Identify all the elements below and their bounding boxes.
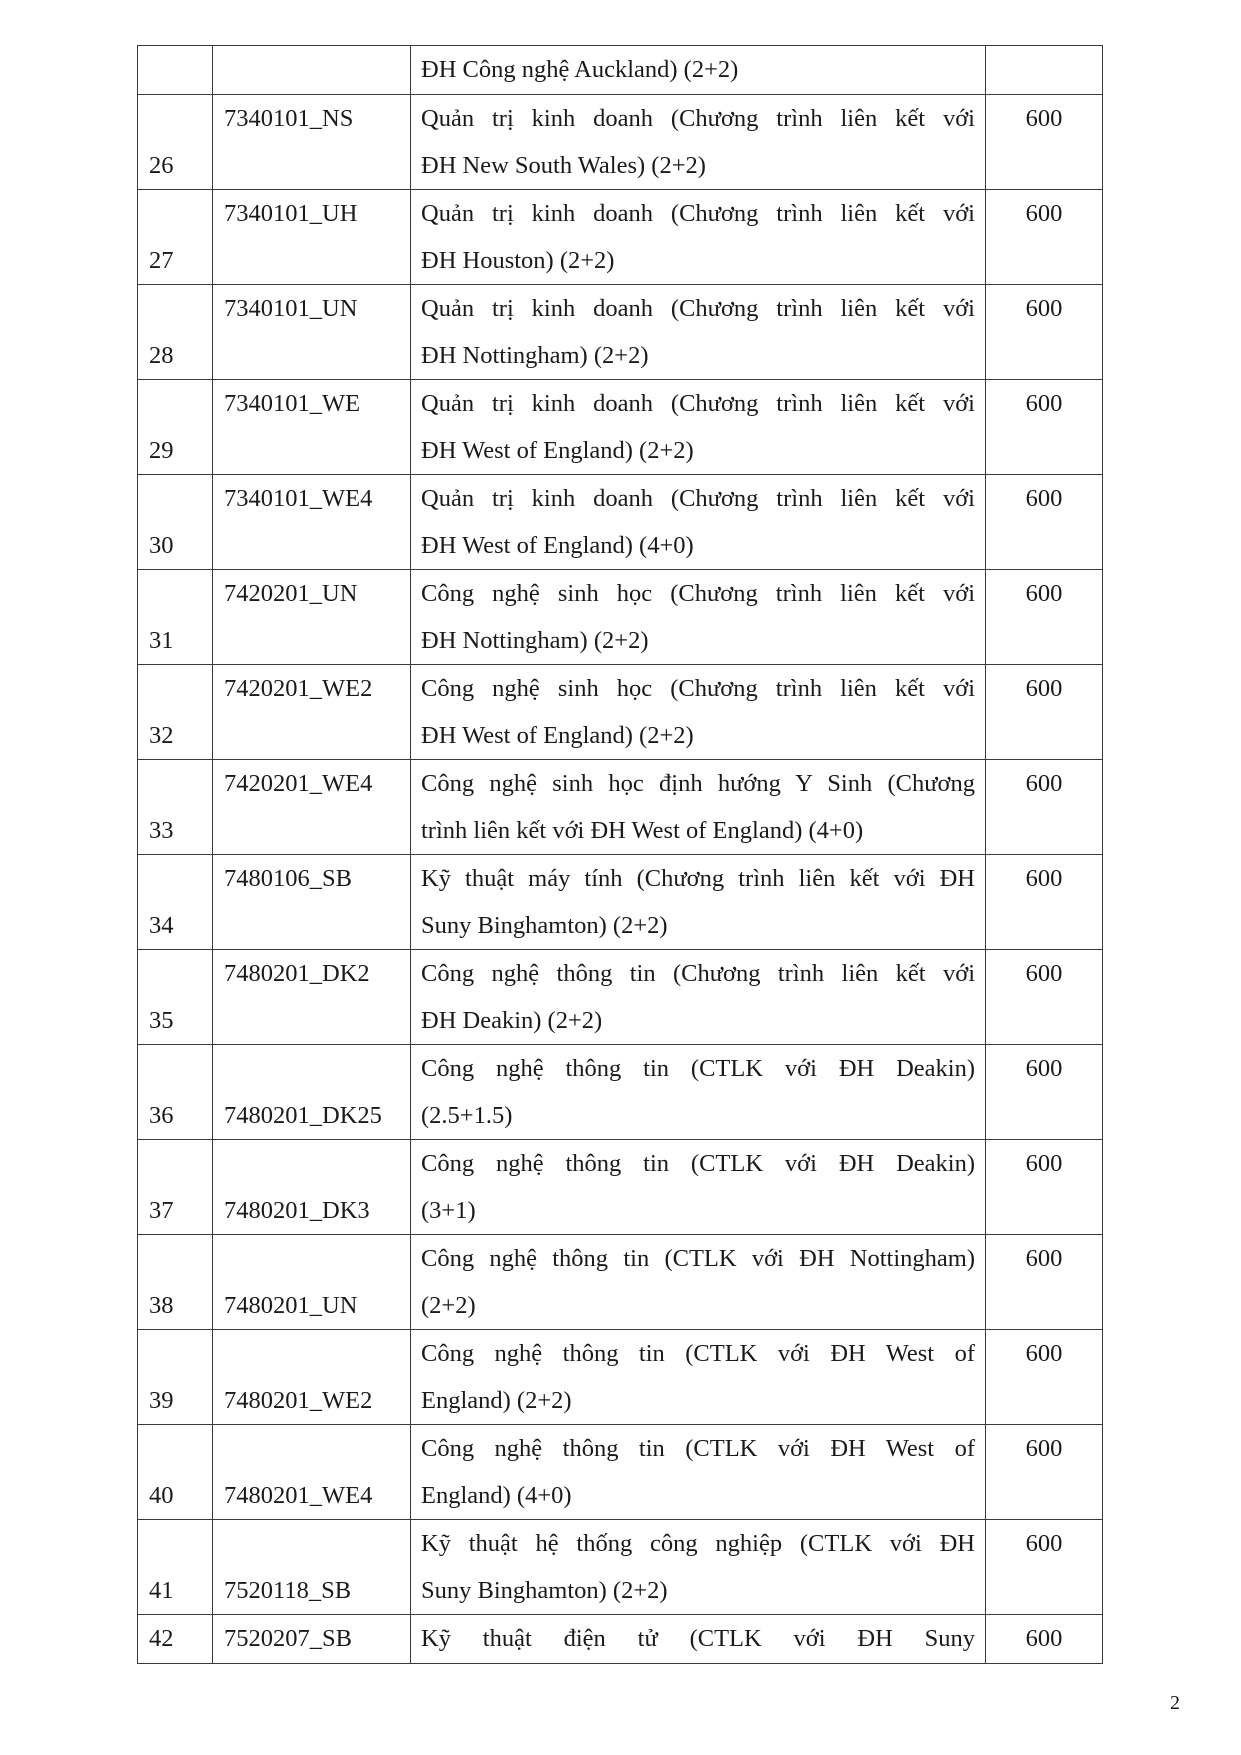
program-code-cell: 7340101_UN [213, 285, 411, 380]
row-number-cell: 42 [138, 1615, 213, 1664]
program-name-cell [411, 285, 986, 380]
table-row [138, 190, 1103, 285]
row-number-cell: 40 [138, 1425, 213, 1520]
program-code-cell: 7340101_UH [213, 190, 411, 285]
table-row [138, 95, 1103, 190]
program-name-line: trình liên kết với ĐH West of England) (4+0) [421, 817, 864, 844]
program-code-cell: 7480201_UN [213, 1235, 411, 1330]
program-code-cell: 7480201_WE2 [213, 1330, 411, 1425]
program-name-cell [411, 1520, 986, 1615]
program-name-line: Quản trị kinh doanh (Chương trình liên kết với [421, 485, 975, 512]
quota-cell: 600 [986, 1045, 1103, 1140]
row-number-cell: 36 [138, 1045, 213, 1140]
program-name-cell [411, 1330, 986, 1425]
program-code-cell [213, 46, 411, 95]
program-code-cell: 7340101_NS [213, 95, 411, 190]
quota-cell: 600 [986, 380, 1103, 475]
row-number-cell: 41 [138, 1520, 213, 1615]
row-number-cell: 28 [138, 285, 213, 380]
table-row [138, 1140, 1103, 1235]
page-number: 2 [1170, 1692, 1180, 1714]
program-name-line: Kỹ thuật điện tử (CTLK với ĐH Suny [421, 1625, 975, 1652]
program-name-line: Công nghệ sinh học (Chương trình liên kết với [421, 580, 975, 607]
table-row [138, 570, 1103, 665]
table-row [138, 475, 1103, 570]
program-name-line: Suny Binghamton) (2+2) [421, 912, 668, 939]
row-number-cell [138, 46, 213, 95]
row-number-cell: 35 [138, 950, 213, 1045]
program-code-cell: 7480201_DK25 [213, 1045, 411, 1140]
row-number-cell: 30 [138, 475, 213, 570]
program-name-line: Công nghệ sinh học định hướng Y Sinh (Chương [421, 770, 975, 797]
table-row [138, 855, 1103, 950]
program-name-line: Công nghệ thông tin (CTLK với ĐH West of [421, 1340, 975, 1367]
table-row [138, 1330, 1103, 1425]
quota-cell: 600 [986, 1520, 1103, 1615]
table-row [138, 950, 1103, 1045]
program-name-line: Quản trị kinh doanh (Chương trình liên kết với [421, 200, 975, 227]
program-code-cell: 7480201_DK3 [213, 1140, 411, 1235]
table-row [138, 1045, 1103, 1140]
program-name-line: England) (4+0) [421, 1482, 572, 1509]
program-name-cell [411, 380, 986, 475]
program-name-cell [411, 1045, 986, 1140]
row-number-cell: 39 [138, 1330, 213, 1425]
program-name-cell [411, 1425, 986, 1520]
admission-quota-table [137, 45, 1103, 1664]
program-name-line: Quản trị kinh doanh (Chương trình liên kết với [421, 105, 975, 132]
program-name-cell [411, 855, 986, 950]
quota-cell: 600 [986, 1140, 1103, 1235]
program-code-cell: 7520118_SB [213, 1520, 411, 1615]
program-name-line: ĐH West of England) (2+2) [421, 722, 694, 749]
program-name-line: Công nghệ thông tin (Chương trình liên kết với [421, 960, 975, 987]
program-name-cell [411, 570, 986, 665]
row-number-cell: 37 [138, 1140, 213, 1235]
quota-cell: 600 [986, 1235, 1103, 1330]
program-code-cell: 7340101_WE4 [213, 475, 411, 570]
program-name-line: ĐH Deakin) (2+2) [421, 1007, 603, 1034]
program-name-cell [411, 475, 986, 570]
table-row [138, 46, 1103, 95]
program-name-cell [411, 1615, 986, 1664]
row-number-cell: 27 [138, 190, 213, 285]
table-row [138, 1425, 1103, 1520]
program-name-line: ĐH Nottingham) (2+2) [421, 342, 649, 369]
quota-cell: 600 [986, 1615, 1103, 1664]
row-number-cell: 32 [138, 665, 213, 760]
program-name-line: ĐH Công nghệ Auckland) (2+2) [421, 56, 739, 83]
program-name-line: Quản trị kinh doanh (Chương trình liên kết với [421, 390, 975, 417]
program-name-line: Kỹ thuật máy tính (Chương trình liên kết với ĐH [421, 865, 975, 892]
program-name-line: ĐH West of England) (2+2) [421, 437, 694, 464]
quota-cell: 600 [986, 190, 1103, 285]
quota-cell: 600 [986, 570, 1103, 665]
row-number-cell: 26 [138, 95, 213, 190]
quota-cell: 600 [986, 760, 1103, 855]
table-row [138, 665, 1103, 760]
program-name-cell [411, 46, 986, 95]
table-row [138, 1235, 1103, 1330]
program-name-line: (3+1) [421, 1197, 476, 1224]
quota-cell: 600 [986, 950, 1103, 1045]
row-number-cell: 34 [138, 855, 213, 950]
program-code-cell: 7420201_WE2 [213, 665, 411, 760]
program-code-cell: 7340101_WE [213, 380, 411, 475]
program-name-line: Công nghệ thông tin (CTLK với ĐH Deakin) [421, 1150, 975, 1177]
program-name-line: ĐH Houston) (2+2) [421, 247, 615, 274]
row-number-cell: 38 [138, 1235, 213, 1330]
program-name-cell [411, 95, 986, 190]
quota-cell: 600 [986, 285, 1103, 380]
quota-cell: 600 [986, 855, 1103, 950]
table-row [138, 380, 1103, 475]
program-name-line: Công nghệ thông tin (CTLK với ĐH Nottingham) [421, 1245, 975, 1272]
program-name-line: (2.5+1.5) [421, 1102, 513, 1129]
quota-cell: 600 [986, 1330, 1103, 1425]
quota-cell: 600 [986, 95, 1103, 190]
row-number-cell: 33 [138, 760, 213, 855]
quota-cell: 600 [986, 1425, 1103, 1520]
table-row [138, 1615, 1103, 1664]
table-body [138, 46, 1103, 1664]
program-name-line: Quản trị kinh doanh (Chương trình liên kết với [421, 295, 975, 322]
table-row [138, 1520, 1103, 1615]
program-name-line: ĐH New South Wales) (2+2) [421, 152, 706, 179]
row-number-cell: 29 [138, 380, 213, 475]
program-name-cell [411, 665, 986, 760]
row-number-cell: 31 [138, 570, 213, 665]
program-code-cell: 7520207_SB [213, 1615, 411, 1664]
program-name-line: Công nghệ thông tin (CTLK với ĐH West of [421, 1435, 975, 1462]
program-name-line: (2+2) [421, 1292, 476, 1319]
program-name-line: Công nghệ sinh học (Chương trình liên kết với [421, 675, 975, 702]
program-code-cell: 7480201_WE4 [213, 1425, 411, 1520]
program-name-cell [411, 1235, 986, 1330]
program-code-cell: 7420201_WE4 [213, 760, 411, 855]
table-row [138, 285, 1103, 380]
program-name-line: ĐH Nottingham) (2+2) [421, 627, 649, 654]
program-name-cell [411, 1140, 986, 1235]
program-code-cell: 7480201_DK2 [213, 950, 411, 1045]
program-name-line: England) (2+2) [421, 1387, 572, 1414]
program-name-line: ĐH West of England) (4+0) [421, 532, 694, 559]
table-row [138, 760, 1103, 855]
program-code-cell: 7420201_UN [213, 570, 411, 665]
program-name-cell [411, 760, 986, 855]
program-name-line: Suny Binghamton) (2+2) [421, 1577, 668, 1604]
quota-cell [986, 46, 1103, 95]
program-name-line: Kỹ thuật hệ thống công nghiệp (CTLK với ĐH [421, 1530, 975, 1557]
program-name-cell [411, 950, 986, 1045]
quota-cell: 600 [986, 665, 1103, 760]
quota-cell: 600 [986, 475, 1103, 570]
program-name-cell [411, 190, 986, 285]
program-name-line: Công nghệ thông tin (CTLK với ĐH Deakin) [421, 1055, 975, 1082]
program-code-cell: 7480106_SB [213, 855, 411, 950]
